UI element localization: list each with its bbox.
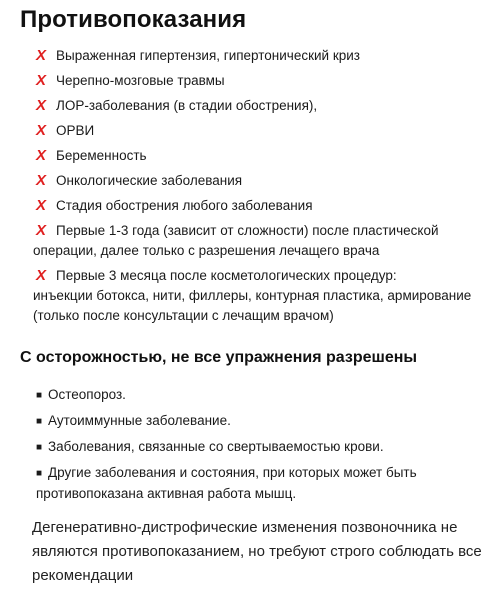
list-item bbox=[33, 221, 496, 261]
caution-title: С осторожностью, не все упражнения разрешены bbox=[20, 349, 418, 366]
item-text-continued: операции, далее только с разрешения лечащего врача bbox=[33, 243, 380, 258]
list-item bbox=[36, 411, 496, 432]
list-item bbox=[36, 46, 496, 66]
cross-icon: X bbox=[36, 267, 47, 284]
item-text: Первые 3 месяца после косметологических процедур: bbox=[56, 268, 397, 283]
cross-icon: X bbox=[36, 47, 47, 64]
item-text: Выраженная гипертензия, гипертонический криз bbox=[56, 48, 360, 63]
item-text: Черепно-мозговые травмы bbox=[56, 73, 225, 88]
cross-icon: X bbox=[36, 197, 47, 214]
caution-list bbox=[36, 385, 496, 509]
item-text: ЛОР-заболевания (в стадии обострения), bbox=[56, 98, 318, 113]
item-text: ОРВИ bbox=[56, 123, 95, 138]
cross-icon: X bbox=[36, 122, 47, 139]
item-text: Аутоиммунные заболевание. bbox=[48, 413, 231, 428]
contraindications-list bbox=[33, 46, 496, 331]
item-text-continued: (только после консультации с лечащим врачом) bbox=[33, 308, 334, 323]
list-item bbox=[36, 146, 496, 166]
list-item bbox=[36, 121, 496, 141]
item-text-continued: инъекции ботокса, нити, филлеры, контурная пластика, армирование bbox=[33, 288, 472, 303]
list-item bbox=[36, 196, 496, 216]
spine-note: Дегенеративно-дистрофические изменения позвоночника не являются противопоказанием, но требуют строго соблюдать все рекомендации bbox=[32, 519, 482, 584]
cross-icon: X bbox=[36, 97, 47, 114]
list-item bbox=[36, 71, 496, 91]
item-text: Заболевания, связанные со свертываемостью крови. bbox=[48, 439, 384, 454]
square-bullet-icon: ■ bbox=[36, 468, 43, 479]
list-item bbox=[36, 385, 496, 406]
cross-icon: X bbox=[36, 147, 47, 164]
item-text: Остеопороз. bbox=[48, 387, 126, 402]
square-bullet-icon: ■ bbox=[36, 390, 43, 401]
square-bullet-icon: ■ bbox=[36, 442, 43, 453]
list-item bbox=[36, 463, 496, 504]
list-item bbox=[36, 171, 496, 191]
cross-icon: X bbox=[36, 72, 47, 89]
cross-icon: X bbox=[36, 222, 47, 239]
item-text: Онкологические заболевания bbox=[56, 173, 243, 188]
list-item bbox=[36, 437, 496, 458]
item-text: Беременность bbox=[56, 148, 147, 163]
list-item bbox=[33, 266, 496, 326]
square-bullet-icon: ■ bbox=[36, 416, 43, 427]
item-text: Другие заболевания и состояния, при которых может быть bbox=[48, 465, 417, 480]
cross-icon: X bbox=[36, 172, 47, 189]
item-text-continued: противопоказана активная работа мышц. bbox=[36, 486, 297, 501]
list-item bbox=[36, 96, 496, 116]
item-text: Стадия обострения любого заболевания bbox=[56, 198, 313, 213]
item-text: Первые 1-3 года (зависит от сложности) после пластической bbox=[56, 223, 439, 238]
contraindications-title: Противопоказания bbox=[20, 6, 247, 33]
